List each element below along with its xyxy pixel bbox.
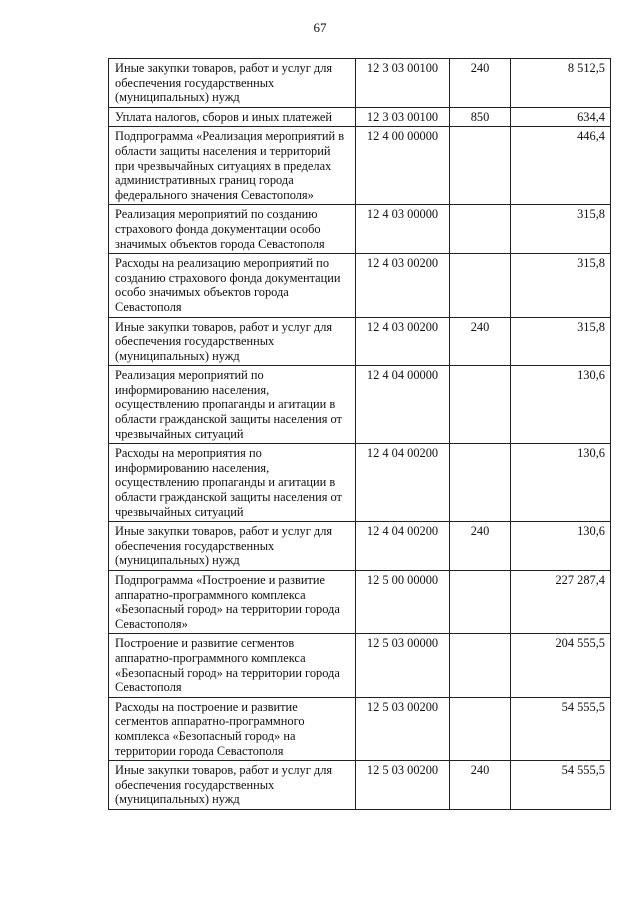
row-type-cell xyxy=(450,254,511,317)
row-sum-cell: 227 287,4 xyxy=(511,571,611,634)
row-code-cell: 12 3 03 00100 xyxy=(356,107,450,127)
row-name-cell: Расходы на построение и развитие сегментов аппаратно-программного комплекса «Безопасный город» на территории города Севастополя xyxy=(109,697,356,760)
row-type-cell xyxy=(450,205,511,254)
row-sum-cell: 446,4 xyxy=(511,127,611,205)
table-row xyxy=(109,317,611,366)
table-row xyxy=(109,444,611,522)
row-type-cell: 850 xyxy=(450,107,511,127)
row-sum-cell: 130,6 xyxy=(511,522,611,571)
table-row xyxy=(109,127,611,205)
row-code-cell: 12 3 03 00100 xyxy=(356,59,450,108)
row-sum-cell: 634,4 xyxy=(511,107,611,127)
row-name-cell: Построение и развитие сегментов аппаратно-программного комплекса «Безопасный город» на территории города Севастополя xyxy=(109,634,356,697)
row-sum-cell: 54 555,5 xyxy=(511,761,611,810)
row-code-cell: 12 4 00 00000 xyxy=(356,127,450,205)
budget-table-body xyxy=(109,59,611,810)
table-row xyxy=(109,634,611,697)
row-code-cell: 12 4 04 00200 xyxy=(356,522,450,571)
row-type-cell: 240 xyxy=(450,522,511,571)
row-sum-cell: 130,6 xyxy=(511,444,611,522)
row-name-cell: Подпрограмма «Построение и развитие аппаратно-программного комплекса «Безопасный город» на территории города Севастополя» xyxy=(109,571,356,634)
row-type-cell xyxy=(450,697,511,760)
row-name-cell: Реализация мероприятий по созданию страхового фонда документации особо значимых объектов города Севастополя xyxy=(109,205,356,254)
row-type-cell xyxy=(450,571,511,634)
row-code-cell: 12 4 03 00000 xyxy=(356,205,450,254)
row-name-cell: Расходы на мероприятия по информированию населения, осуществлению пропаганды и агитации в области гражданской защиты населения от чрезвычайных ситуаций xyxy=(109,444,356,522)
row-sum-cell: 315,8 xyxy=(511,317,611,366)
row-name-cell: Иные закупки товаров, работ и услуг для обеспечения государственных (муниципальных) нужд xyxy=(109,59,356,108)
row-name-cell: Реализация мероприятий по информированию населения, осуществлению пропаганды и агитации в области гражданской защиты населения от чрезвычайных ситуаций xyxy=(109,366,356,444)
row-code-cell: 12 5 03 00200 xyxy=(356,697,450,760)
table-row xyxy=(109,571,611,634)
row-type-cell: 240 xyxy=(450,317,511,366)
table-row xyxy=(109,107,611,127)
row-type-cell xyxy=(450,366,511,444)
row-type-cell xyxy=(450,444,511,522)
row-name-cell: Иные закупки товаров, работ и услуг для обеспечения государственных (муниципальных) нужд xyxy=(109,761,356,810)
row-name-cell: Иные закупки товаров, работ и услуг для обеспечения государственных (муниципальных) нужд xyxy=(109,522,356,571)
row-code-cell: 12 5 03 00200 xyxy=(356,761,450,810)
row-sum-cell: 54 555,5 xyxy=(511,697,611,760)
row-code-cell: 12 5 00 00000 xyxy=(356,571,450,634)
row-type-cell xyxy=(450,127,511,205)
table-row xyxy=(109,366,611,444)
budget-table xyxy=(108,58,611,810)
table-row xyxy=(109,254,611,317)
row-name-cell: Иные закупки товаров, работ и услуг для обеспечения государственных (муниципальных) нужд xyxy=(109,317,356,366)
row-type-cell xyxy=(450,634,511,697)
row-name-cell: Расходы на реализацию мероприятий по созданию страхового фонда документации особо значимых объектов города Севастополя xyxy=(109,254,356,317)
row-sum-cell: 204 555,5 xyxy=(511,634,611,697)
row-code-cell: 12 4 03 00200 xyxy=(356,317,450,366)
table-row xyxy=(109,697,611,760)
table-row xyxy=(109,761,611,810)
row-code-cell: 12 4 04 00200 xyxy=(356,444,450,522)
row-name-cell: Подпрограмма «Реализация мероприятий в области защиты населения и территорий при чрезвычайных ситуациях в пределах административных границ города федерального значения Севастополя» xyxy=(109,127,356,205)
row-type-cell: 240 xyxy=(450,59,511,108)
row-code-cell: 12 4 04 00000 xyxy=(356,366,450,444)
row-sum-cell: 315,8 xyxy=(511,205,611,254)
row-name-cell: Уплата налогов, сборов и иных платежей xyxy=(109,107,356,127)
table-row xyxy=(109,205,611,254)
table-row xyxy=(109,522,611,571)
row-code-cell: 12 4 03 00200 xyxy=(356,254,450,317)
row-code-cell: 12 5 03 00000 xyxy=(356,634,450,697)
page-number: 67 xyxy=(313,20,327,35)
table-row xyxy=(109,59,611,108)
row-sum-cell: 130,6 xyxy=(511,366,611,444)
row-sum-cell: 8 512,5 xyxy=(511,59,611,108)
row-sum-cell: 315,8 xyxy=(511,254,611,317)
row-type-cell: 240 xyxy=(450,761,511,810)
